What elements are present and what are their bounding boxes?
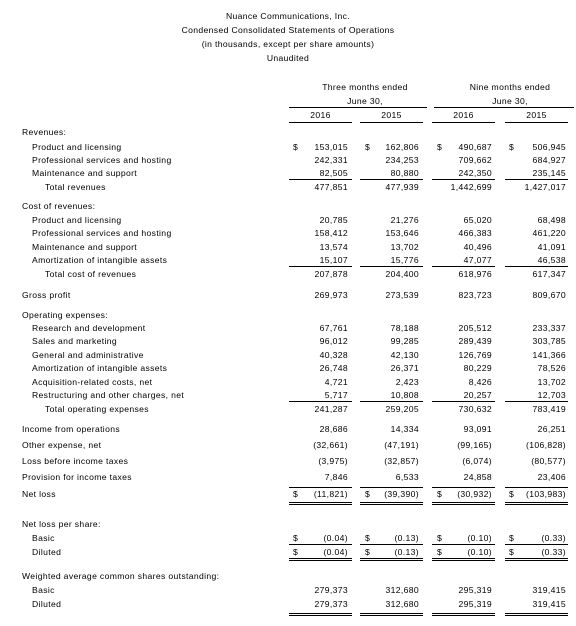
- cell-value: 15,776: [390, 255, 419, 265]
- cell-value: 40,496: [463, 242, 492, 252]
- double-underline: [289, 504, 352, 505]
- cell-value: (0.33): [541, 547, 566, 557]
- cell-value: 242,331: [314, 155, 348, 165]
- currency-symbol: $: [365, 533, 371, 543]
- double-underline: [289, 560, 352, 561]
- double-underline: [289, 558, 352, 559]
- cell-value: 26,251: [537, 424, 566, 434]
- cell-value: 477,851: [314, 182, 348, 192]
- currency-symbol: $: [293, 533, 299, 543]
- cell-value: 823,723: [458, 290, 492, 300]
- year-2016-three: 2016: [310, 110, 331, 120]
- row-label: Total revenues: [45, 182, 106, 192]
- cell-value: 506,945: [532, 142, 566, 152]
- double-underline: [505, 502, 568, 503]
- row-label: Net loss per share:: [22, 519, 101, 529]
- row-label: Basic: [32, 533, 55, 543]
- cell-value: (30,932): [457, 489, 492, 499]
- row-label: Diluted: [32, 599, 62, 609]
- row-label: Research and development: [32, 323, 146, 333]
- cell-value: 20,785: [319, 215, 348, 225]
- statement-title: Condensed Consolidated Statements of Operations: [181, 25, 395, 35]
- cell-value: 730,632: [458, 404, 492, 414]
- cell-value: 269,973: [314, 290, 348, 300]
- subtotal-rule: [289, 487, 352, 488]
- row-label: Gross profit: [22, 290, 71, 300]
- cell-value: 319,415: [532, 585, 566, 595]
- cell-value: 7,846: [324, 472, 348, 482]
- cell-value: 40,328: [319, 350, 348, 360]
- cell-value: 82,505: [319, 168, 348, 178]
- cell-value: 5,717: [324, 390, 348, 400]
- row-label: Loss before income taxes: [22, 456, 129, 466]
- cell-value: (11,821): [313, 489, 348, 499]
- cell-value: 618,976: [458, 269, 492, 279]
- double-underline: [360, 504, 423, 505]
- cell-value: 259,205: [385, 404, 419, 414]
- subtotal-rule: [289, 401, 352, 402]
- row-label: Weighted average common shares outstanding:: [22, 571, 220, 581]
- cell-value: (0.13): [394, 547, 419, 557]
- row-label: Product and licensing: [32, 142, 122, 152]
- row-label: Net loss: [22, 489, 56, 499]
- cell-value: 96,012: [319, 336, 348, 346]
- cell-value: (103,983): [526, 489, 566, 499]
- year-rule: [505, 122, 568, 123]
- cell-value: 24,858: [463, 472, 492, 482]
- cell-value: 14,334: [390, 424, 419, 434]
- row-label: Professional services and hosting: [32, 155, 172, 165]
- statement-units: (in thousands, except per share amounts): [201, 39, 375, 49]
- currency-symbol: $: [437, 547, 443, 557]
- cell-value: 461,220: [532, 228, 566, 238]
- double-underline: [432, 615, 495, 616]
- cell-value: (99,165): [457, 440, 492, 450]
- currency-symbol: $: [437, 142, 443, 152]
- double-underline: [360, 615, 423, 616]
- cell-value: 41,091: [537, 242, 566, 252]
- row-label: Income from operations: [22, 424, 120, 434]
- double-underline: [360, 560, 423, 561]
- cell-value: 312,680: [385, 585, 419, 595]
- three-months-rule: [289, 107, 427, 108]
- currency-symbol: $: [365, 547, 371, 557]
- cell-value: 617,347: [532, 269, 566, 279]
- row-label: Amortization of intangible assets: [32, 255, 168, 265]
- cell-value: (6,074): [462, 456, 492, 466]
- cell-value: 80,229: [463, 363, 492, 373]
- cell-value: 141,366: [532, 350, 566, 360]
- company-name: Nuance Communications, Inc.: [225, 11, 351, 21]
- unaudited-note: Unaudited: [266, 53, 310, 63]
- subtotal-rule: [289, 544, 352, 545]
- nine-months-period: June 30,: [492, 96, 528, 106]
- row-label: Other expense, net: [22, 440, 102, 450]
- subtotal-rule: [432, 544, 495, 545]
- double-underline: [505, 613, 568, 614]
- cell-value: (47,191): [384, 440, 419, 450]
- subtotal-rule: [432, 266, 495, 267]
- double-underline: [360, 558, 423, 559]
- cell-value: (0.10): [467, 533, 492, 543]
- year-2016-nine: 2016: [453, 110, 474, 120]
- subtotal-rule: [360, 544, 423, 545]
- cell-value: 205,512: [458, 323, 492, 333]
- cell-value: 1,427,017: [524, 182, 566, 192]
- double-underline: [289, 613, 352, 614]
- double-underline: [505, 558, 568, 559]
- double-underline: [432, 502, 495, 503]
- row-label: General and administrative: [32, 350, 144, 360]
- cell-value: (0.33): [541, 533, 566, 543]
- cell-value: (3,975): [318, 456, 348, 466]
- cell-value: 235,145: [532, 168, 566, 178]
- row-label: Total operating expenses: [45, 404, 149, 414]
- cell-value: 26,748: [319, 363, 348, 373]
- row-label: Professional services and hosting: [32, 228, 172, 238]
- row-label: Cost of revenues:: [22, 201, 96, 211]
- cell-value: 23,406: [537, 472, 566, 482]
- three-months-period: June 30,: [347, 96, 383, 106]
- cell-value: 312,680: [385, 599, 419, 609]
- cell-value: 46,538: [537, 255, 566, 265]
- subtotal-rule: [505, 266, 568, 267]
- cell-value: 13,702: [537, 377, 566, 387]
- year-rule: [432, 122, 495, 123]
- year-rule: [289, 122, 352, 123]
- cell-value: 295,319: [458, 599, 492, 609]
- cell-value: 466,383: [458, 228, 492, 238]
- currency-symbol: $: [509, 533, 515, 543]
- subtotal-rule: [505, 544, 568, 545]
- year-rule: [360, 122, 423, 123]
- cell-value: 490,687: [458, 142, 492, 152]
- row-label: Maintenance and support: [32, 242, 138, 252]
- cell-value: 241,287: [314, 404, 348, 414]
- row-label: Diluted: [32, 547, 62, 557]
- row-label: Maintenance and support: [32, 168, 138, 178]
- currency-symbol: $: [365, 142, 371, 152]
- double-underline: [505, 504, 568, 505]
- cell-value: 158,412: [314, 228, 348, 238]
- cell-value: (32,857): [384, 456, 419, 466]
- cell-value: 1,442,699: [450, 182, 492, 192]
- row-label: Operating expenses:: [22, 310, 108, 320]
- cell-value: 65,020: [463, 215, 492, 225]
- cell-value: 10,808: [390, 390, 419, 400]
- cell-value: (39,390): [384, 489, 419, 499]
- cell-value: 279,373: [314, 599, 348, 609]
- cell-value: 153,015: [314, 142, 348, 152]
- cell-value: 289,439: [458, 336, 492, 346]
- cell-value: 80,880: [390, 168, 419, 178]
- cell-value: 303,785: [532, 336, 566, 346]
- row-label: Revenues:: [22, 127, 67, 137]
- cell-value: 68,498: [537, 215, 566, 225]
- double-underline: [432, 504, 495, 505]
- double-underline: [360, 502, 423, 503]
- cell-value: 4,721: [324, 377, 348, 387]
- cell-value: 13,574: [319, 242, 348, 252]
- cell-value: 295,319: [458, 585, 492, 595]
- cell-value: 279,373: [314, 585, 348, 595]
- cell-value: 477,939: [385, 182, 419, 192]
- cell-value: 684,927: [532, 155, 566, 165]
- subtotal-rule: [360, 179, 423, 180]
- nine-months-rule: [434, 107, 574, 108]
- currency-symbol: $: [365, 489, 371, 499]
- currency-symbol: $: [293, 547, 299, 557]
- currency-symbol: $: [437, 489, 443, 499]
- double-underline: [505, 560, 568, 561]
- currency-symbol: $: [437, 533, 443, 543]
- cell-value: 42,130: [390, 350, 419, 360]
- three-months-heading: Three months ended: [322, 82, 408, 92]
- subtotal-rule: [289, 266, 352, 267]
- cell-value: 15,107: [319, 255, 348, 265]
- cell-value: 47,077: [463, 255, 492, 265]
- cell-value: 13,702: [390, 242, 419, 252]
- row-label: Amortization of intangible assets: [32, 363, 168, 373]
- cell-value: (0.04): [323, 547, 348, 557]
- row-label: Sales and marketing: [32, 336, 117, 346]
- year-2015-three: 2015: [381, 110, 402, 120]
- cell-value: (106,828): [526, 440, 566, 450]
- double-underline: [432, 558, 495, 559]
- nine-months-heading: Nine months ended: [469, 82, 551, 92]
- cell-value: 2,423: [395, 377, 419, 387]
- subtotal-rule: [432, 487, 495, 488]
- subtotal-rule: [505, 401, 568, 402]
- subtotal-rule: [360, 266, 423, 267]
- cell-value: 233,337: [532, 323, 566, 333]
- cell-value: 8,426: [468, 377, 492, 387]
- cell-value: 809,670: [532, 290, 566, 300]
- subtotal-rule: [505, 179, 568, 180]
- subtotal-rule: [360, 401, 423, 402]
- subtotal-rule: [432, 401, 495, 402]
- cell-value: 28,686: [319, 424, 348, 434]
- double-underline: [432, 613, 495, 614]
- cell-value: (0.13): [394, 533, 419, 543]
- subtotal-rule: [289, 179, 352, 180]
- row-label: Acquisition-related costs, net: [32, 377, 153, 387]
- subtotal-rule: [360, 487, 423, 488]
- cell-value: 783,419: [532, 404, 566, 414]
- currency-symbol: $: [509, 142, 515, 152]
- double-underline: [432, 560, 495, 561]
- row-label: Total cost of revenues: [45, 269, 137, 279]
- cell-value: 709,662: [458, 155, 492, 165]
- cell-value: (0.04): [323, 533, 348, 543]
- double-underline: [360, 613, 423, 614]
- cell-value: 242,350: [458, 168, 492, 178]
- double-underline: [505, 615, 568, 616]
- cell-value: 67,761: [319, 323, 348, 333]
- cell-value: 6,533: [395, 472, 419, 482]
- double-underline: [289, 502, 352, 503]
- cell-value: 99,285: [390, 336, 419, 346]
- cell-value: 204,400: [385, 269, 419, 279]
- year-2015-nine: 2015: [526, 110, 547, 120]
- cell-value: 234,253: [385, 155, 419, 165]
- cell-value: 126,769: [458, 350, 492, 360]
- cell-value: 21,276: [390, 215, 419, 225]
- cell-value: 162,806: [385, 142, 419, 152]
- cell-value: 20,257: [463, 390, 492, 400]
- cell-value: 153,646: [385, 228, 419, 238]
- cell-value: 319,415: [532, 599, 566, 609]
- row-label: Basic: [32, 585, 55, 595]
- cell-value: (0.10): [467, 547, 492, 557]
- cell-value: 78,526: [537, 363, 566, 373]
- row-label: Product and licensing: [32, 215, 122, 225]
- currency-symbol: $: [509, 489, 515, 499]
- cell-value: 78,188: [390, 323, 419, 333]
- row-label: Provision for income taxes: [22, 472, 132, 482]
- currency-symbol: $: [509, 547, 515, 557]
- cell-value: 26,371: [390, 363, 419, 373]
- cell-value: 12,703: [537, 390, 566, 400]
- cell-value: 207,878: [314, 269, 348, 279]
- cell-value: 273,539: [385, 290, 419, 300]
- row-label: Restructuring and other charges, net: [32, 390, 185, 400]
- subtotal-rule: [432, 179, 495, 180]
- cell-value: (32,661): [313, 440, 348, 450]
- currency-symbol: $: [293, 142, 299, 152]
- double-underline: [289, 615, 352, 616]
- subtotal-rule: [505, 487, 568, 488]
- cell-value: 93,091: [463, 424, 492, 434]
- currency-symbol: $: [293, 489, 299, 499]
- cell-value: (80,577): [531, 456, 566, 466]
